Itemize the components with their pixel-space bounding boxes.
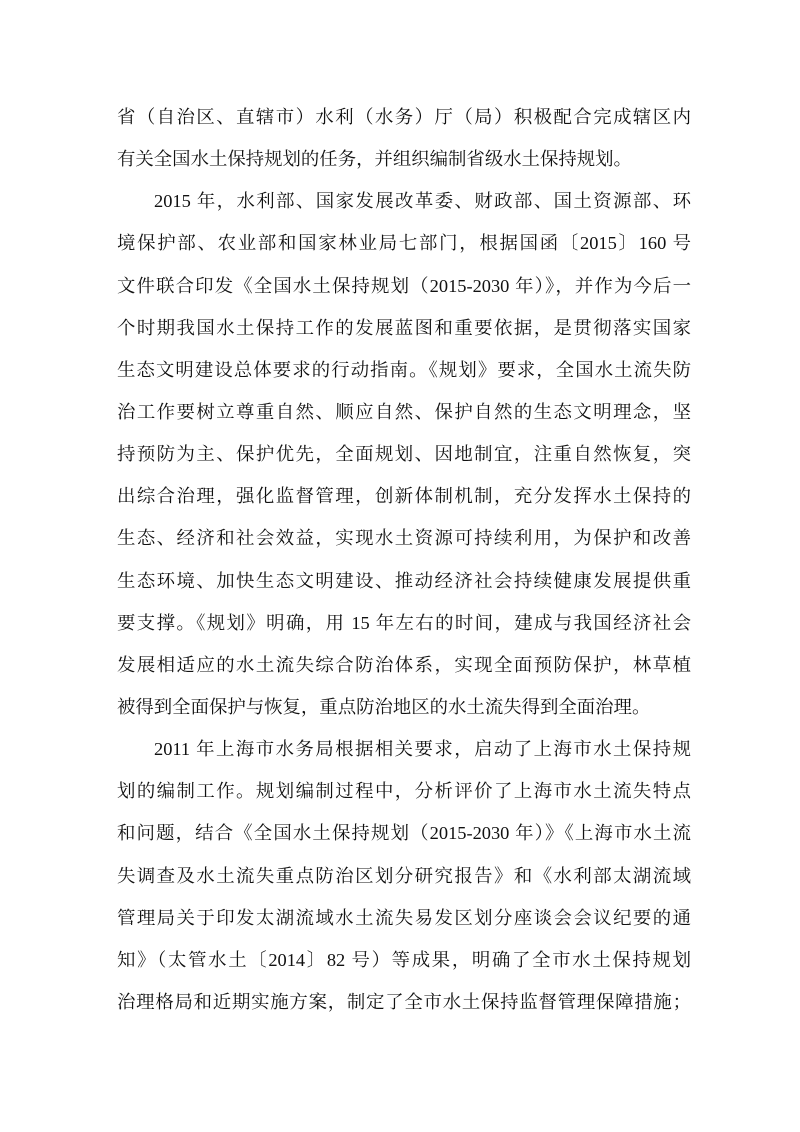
- paragraph: [117, 728, 691, 1023]
- text-line: 被得到全面保护与恢复，重点防治地区的水土流失得到全面治理。: [117, 696, 651, 717]
- text-line: 境保护部、农业部和国家林业局七部门，根据国函〔2015〕160 号: [117, 233, 691, 254]
- text-line: 生态环境、加快生态文明建设、推动经济社会持续健康发展提供重: [117, 570, 691, 591]
- text-line: 2011 年上海市水务局根据相关要求，启动了上海市水土保持规: [154, 739, 691, 760]
- text-line: 文件联合印发《全国水土保持规划（2015-2030 年）》，并作为今后一: [117, 275, 691, 296]
- text-line: 有关全国水土保持规划的任务，并组织编制省级水土保持规划。: [117, 149, 632, 170]
- document-page: [117, 96, 691, 1023]
- text-line: 省（自治区、直辖市）水利（水务）厅（局）积极配合完成辖区内: [117, 107, 691, 127]
- paragraph: [117, 96, 691, 180]
- text-line: 个时期我国水土保持工作的发展蓝图和重要依据，是贯彻落实国家: [117, 317, 691, 338]
- text-line: 持预防为主、保护优先，全面规划、因地制宜，注重自然恢复，突: [117, 444, 691, 465]
- text-line: 出综合治理，强化监督管理，创新体制机制，充分发挥水土保持的: [117, 486, 691, 507]
- text-line: 2015 年，水利部、国家发展改革委、财政部、国土资源部、环: [154, 191, 691, 212]
- text-line: 划的编制工作。规划编制过程中，分析评价了上海市水土流失特点: [117, 781, 691, 802]
- text-line: 生态、经济和社会效益，实现水土资源可持续利用，为保护和改善: [117, 528, 691, 549]
- text-line: 治理格局和近期实施方案，制定了全市水土保持监督管理保障措施；: [117, 991, 691, 1012]
- text-line: 发展相适应的水土流失综合防治体系，实现全面预防保护，林草植: [117, 654, 691, 675]
- text-line: 要支撑。《规划》明确，用 15 年左右的时间，建成与我国经济社会: [117, 612, 691, 633]
- text-line: 生态文明建设总体要求的行动指南。《规划》要求，全国水土流失防: [117, 359, 691, 380]
- text-line: 治工作要树立尊重自然、顺应自然、保护自然的生态文明理念，坚: [117, 401, 691, 422]
- text-line: 知》（太管水土〔2014〕82 号）等成果，明确了全市水土保持规划: [117, 949, 691, 970]
- text-line: 和问题，结合《全国水土保持规划（2015-2030 年）》《上海市水土流: [117, 823, 691, 844]
- text-line: 管理局关于印发太湖流域水土流失易发区划分座谈会会议纪要的通: [117, 907, 691, 928]
- paragraph: [117, 180, 691, 728]
- text-line: 失调查及水土流失重点防治区划分研究报告》和《水利部太湖流域: [117, 865, 691, 886]
